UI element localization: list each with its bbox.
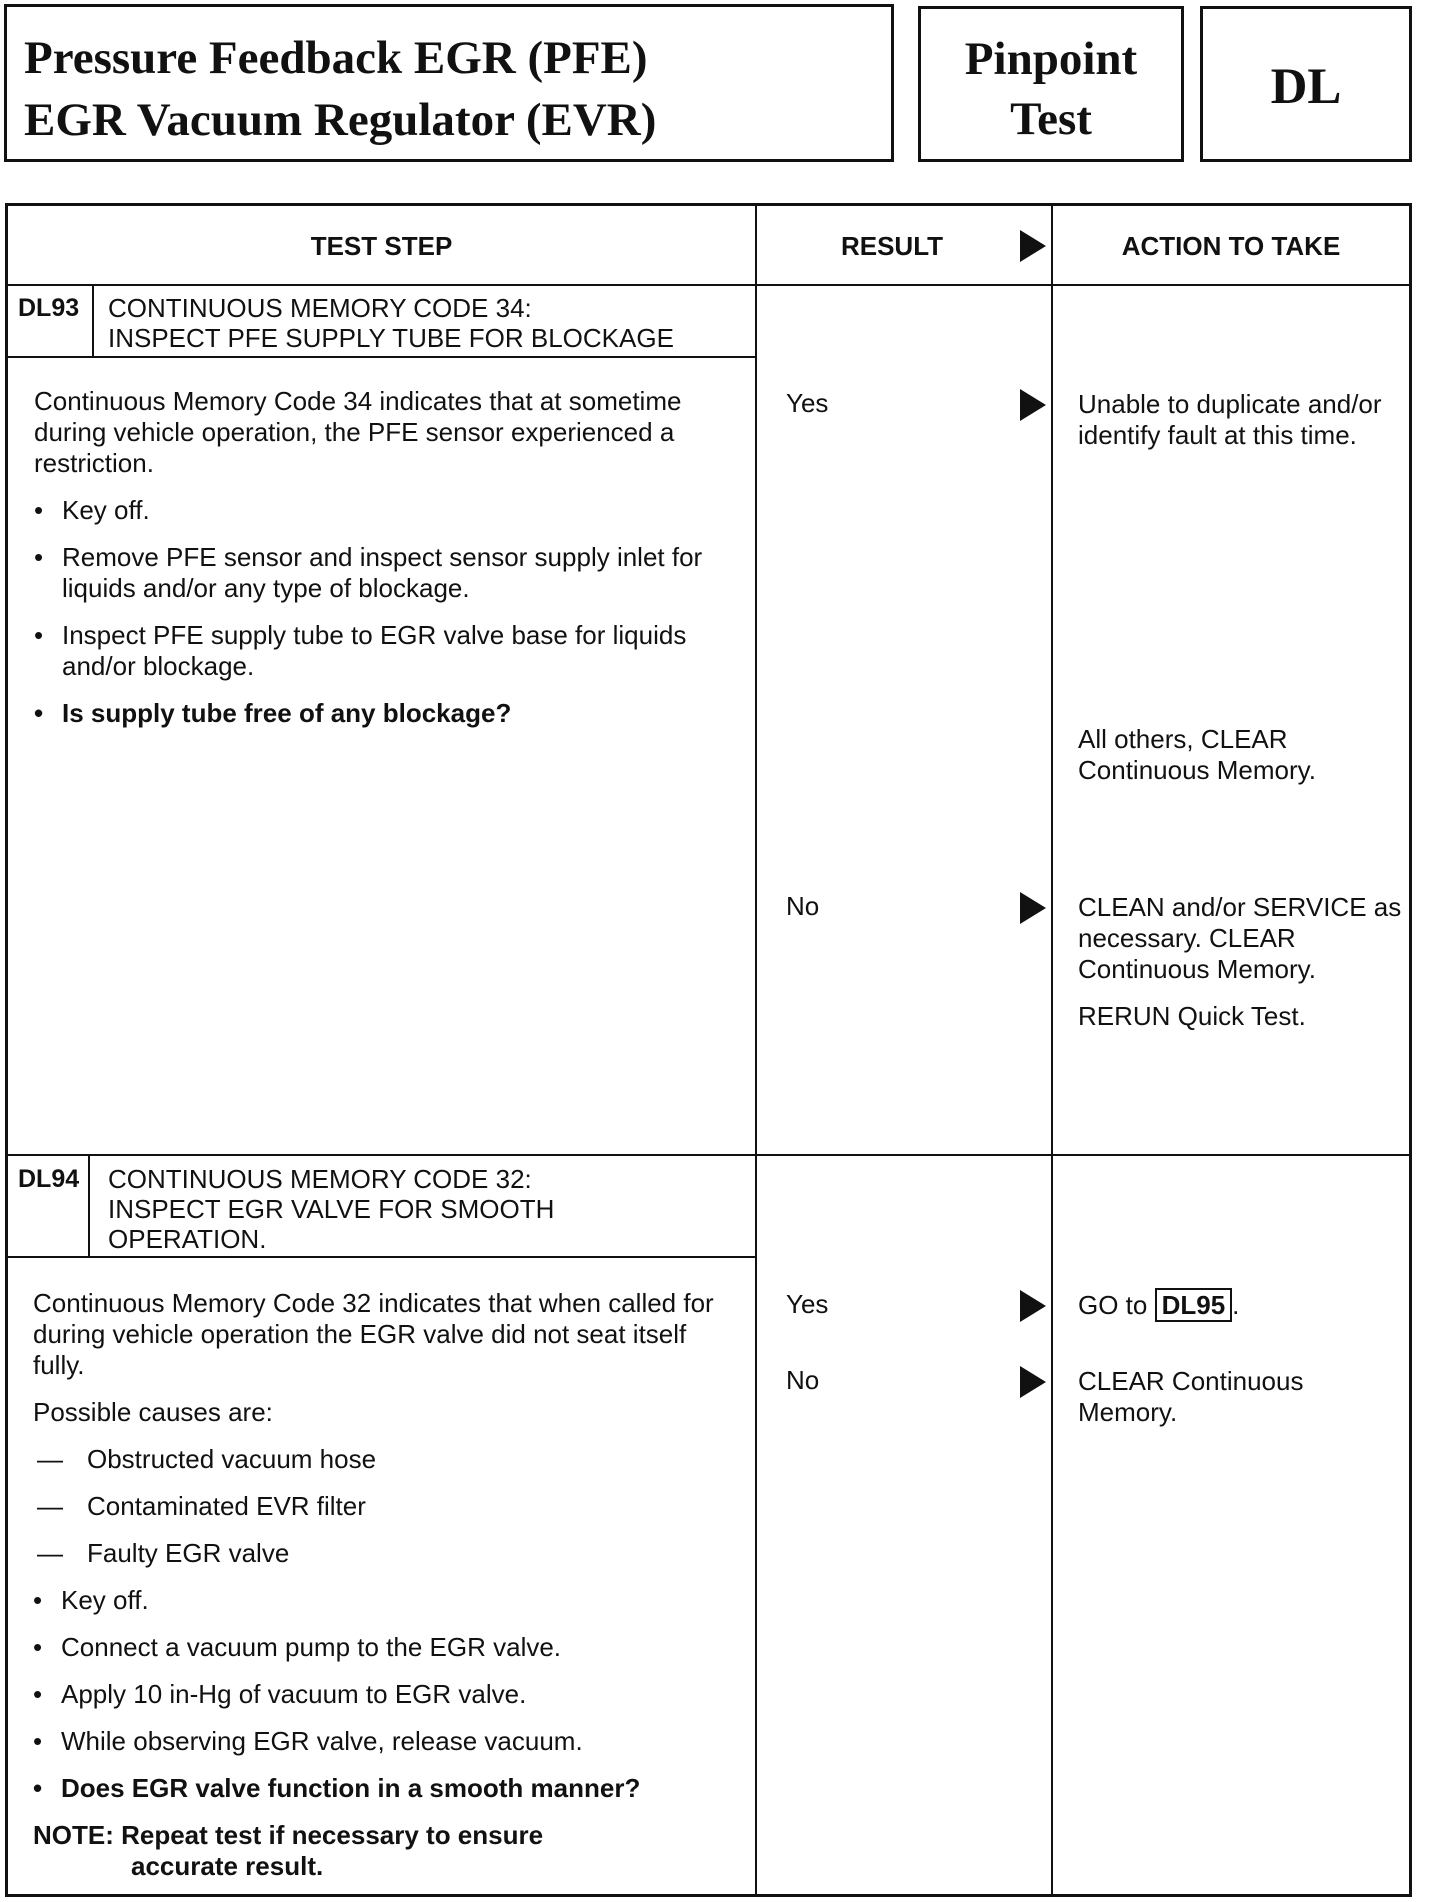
step-question: • Does EGR valve function in a smooth manner? <box>33 1773 743 1804</box>
result-arrow-icon <box>1020 892 1046 924</box>
pinpoint-test-table <box>5 203 1412 1897</box>
header-code: DL <box>1270 59 1342 115</box>
step-note <box>33 1820 743 1882</box>
step-reference-dl95[interactable]: DL95 <box>1155 1288 1233 1322</box>
action-text: RERUN Quick Test. <box>1078 1001 1306 1031</box>
note-line2: accurate result. <box>131 1851 324 1881</box>
step-question: • Is supply tube free of any blockage? <box>34 698 734 729</box>
step-body <box>33 1288 743 1898</box>
header-title-box <box>4 4 894 162</box>
header-title-line1: Pressure Feedback EGR (PFE) <box>24 32 648 84</box>
step-bullet: • Apply 10 in-Hg of vacuum to EGR valve. <box>33 1679 743 1710</box>
step-body <box>34 386 734 745</box>
header-title-line2: EGR Vacuum Regulator (EVR) <box>24 94 657 146</box>
causes-label: Possible causes are: <box>33 1397 273 1427</box>
action-no <box>1078 1366 1378 1428</box>
action-text: . <box>1232 1290 1240 1320</box>
step-code-divider <box>92 286 94 358</box>
cause-item: — Faulty EGR valve <box>33 1538 743 1569</box>
result-label-no: No <box>786 1365 820 1395</box>
note-line1: NOTE: Repeat test if necessary to ensure <box>33 1820 544 1850</box>
step-title: CONTINUOUS MEMORY CODE 32: INSPECT EGR VALVE FOR SMOOTH OPERATION. <box>108 1164 555 1254</box>
result-label-yes: Yes <box>786 388 829 418</box>
step-title-divider <box>8 356 755 358</box>
result-arrow-icon <box>1020 1290 1046 1322</box>
step-code-divider <box>88 1156 90 1258</box>
step-intro: Continuous Memory Code 34 indicates that at sometime during vehicle operation, the PFE sensor experienced a restriction. <box>34 386 682 478</box>
header-test-type-box <box>918 6 1184 162</box>
action-text: CLEAR Continuous Memory. <box>1078 1366 1304 1427</box>
header-code-box <box>1200 6 1412 162</box>
cause-item: — Contaminated EVR filter <box>33 1491 743 1522</box>
action-no <box>1078 892 1403 1032</box>
header-type-line1: Pinpoint <box>964 33 1138 85</box>
column-header-test-step: TEST STEP <box>310 231 453 261</box>
result-label-no: No <box>786 891 820 921</box>
step-bullet: • While observing EGR valve, release vacuum. <box>33 1726 743 1757</box>
column-divider-action <box>1051 206 1053 1894</box>
step-bullet: • Key off. <box>34 495 734 526</box>
step-title-divider <box>8 1256 755 1258</box>
action-text: CLEAN and/or SERVICE as necessary. CLEAR Continuous Memory. <box>1078 892 1402 984</box>
result-label-yes: Yes <box>786 1289 829 1319</box>
step-row-divider <box>8 1154 1409 1156</box>
action-yes <box>1078 389 1398 451</box>
step-bullet: • Connect a vacuum pump to the EGR valve. <box>33 1632 743 1663</box>
step-bullet: • Remove PFE sensor and inspect sensor supply inlet for liquids and/or any type of blockage. <box>34 542 734 604</box>
step-title: CONTINUOUS MEMORY CODE 34: INSPECT PFE SUPPLY TUBE FOR BLOCKAGE <box>108 293 674 353</box>
step-intro: Continuous Memory Code 32 indicates that when called for during vehicle operation the EGR valve did not seat itself fully. <box>33 1288 714 1380</box>
column-header-result: RESULT <box>840 231 944 261</box>
action-text: All others, CLEAR Continuous Memory. <box>1078 724 1316 785</box>
step-code: DL93 <box>18 294 80 322</box>
column-header-action: ACTION TO TAKE <box>1121 231 1341 261</box>
result-arrow-icon <box>1020 389 1046 421</box>
result-arrow-icon <box>1020 1366 1046 1398</box>
result-arrow-icon <box>1020 230 1046 262</box>
action-others <box>1078 724 1398 786</box>
action-yes <box>1078 1290 1398 1321</box>
column-divider-result <box>755 206 757 1894</box>
step-code: DL94 <box>18 1165 80 1193</box>
step-bullet: • Key off. <box>33 1585 743 1616</box>
step-bullet: • Inspect PFE supply tube to EGR valve base for liquids and/or blockage. <box>34 620 734 682</box>
action-text: Unable to duplicate and/or identify fault at this time. <box>1078 389 1382 450</box>
action-text: GO to <box>1078 1290 1148 1320</box>
cause-item: — Obstructed vacuum hose <box>33 1444 743 1475</box>
header-type-line2: Test <box>1010 93 1092 145</box>
